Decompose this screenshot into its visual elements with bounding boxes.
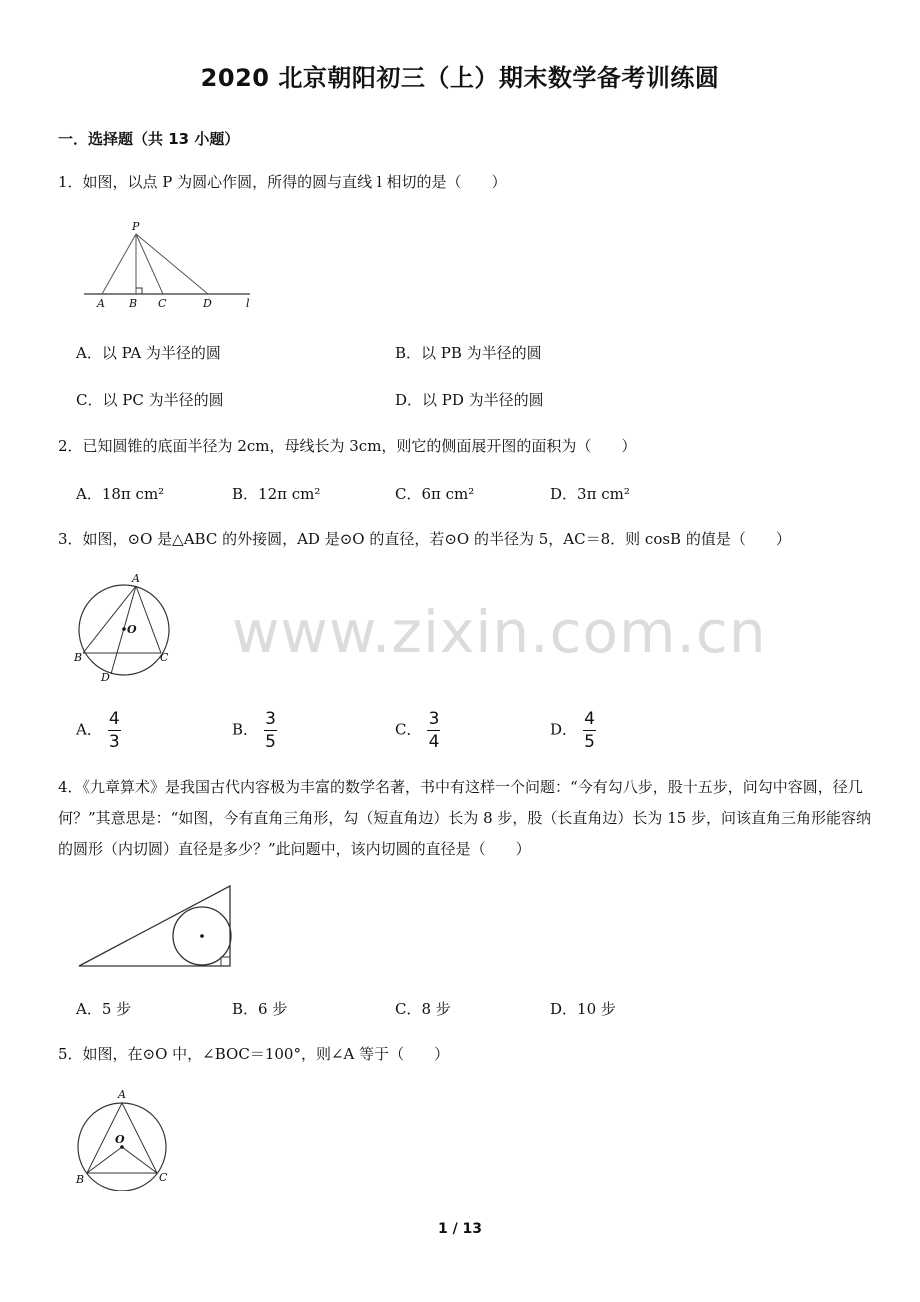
fraction	[583, 710, 596, 751]
label-l: l	[246, 297, 250, 310]
q4-option-c: C．8 步	[395, 1000, 451, 1018]
question-1-stem: 1．如图，以点 P 为圆心作圆，所得的圆与直线 l 相切的是（ ）	[58, 173, 507, 191]
label-p: P	[132, 220, 140, 233]
denominator: 5	[584, 732, 595, 752]
fraction	[264, 710, 277, 751]
numerator: 3	[265, 709, 276, 729]
q1-option-d: D．以 PD 为半径的圆	[395, 391, 544, 409]
q3-option-d	[550, 710, 596, 751]
right-triangle	[79, 886, 230, 966]
denominator: 4	[428, 732, 440, 752]
center-dot	[122, 627, 126, 631]
watermark-text: www.zixin.com.cn	[232, 598, 767, 666]
segment-pc	[136, 234, 163, 294]
numerator: 3	[428, 709, 440, 729]
option-letter: B．	[232, 720, 259, 739]
label-d: D	[203, 297, 212, 310]
q1-option-a: A．以 PA 为半径的圆	[76, 344, 221, 362]
denominator: 5	[265, 732, 276, 752]
fraction-bar	[108, 730, 121, 731]
question-1-figure	[80, 218, 260, 313]
option-letter: C．	[395, 720, 422, 739]
question-3-stem: 3．如图，⊙O 是△ABC 的外接圆，AD 是⊙O 的直径，若⊙O 的半径为 5，AC＝8．则 cosB 的值是（ ）	[58, 530, 791, 548]
label-c: C	[159, 1171, 168, 1184]
numerator: 4	[584, 709, 595, 729]
question-3-figure	[70, 570, 190, 685]
fraction	[427, 710, 440, 751]
incircle-center-dot	[200, 934, 204, 938]
fraction	[108, 710, 121, 751]
q2-option-d: D．3π cm²	[550, 485, 630, 503]
right-angle-mark	[136, 288, 142, 294]
right-angle-mark	[221, 957, 230, 966]
segment-pd	[136, 234, 208, 294]
segment-oc	[122, 1147, 157, 1173]
segment-ac	[136, 586, 161, 653]
label-c: C	[160, 651, 169, 664]
label-a: A	[132, 572, 140, 585]
q3-option-c	[395, 710, 440, 751]
label-a: A	[97, 297, 105, 310]
segment-ab	[83, 586, 136, 653]
option-letter: A．	[76, 720, 102, 739]
label-o: O	[127, 623, 137, 636]
fraction-bar	[583, 730, 596, 731]
q2-option-c: C．6π cm²	[395, 485, 475, 503]
q2-option-b: B．12π cm²	[232, 485, 321, 503]
numerator: 4	[108, 709, 120, 729]
label-a: A	[118, 1088, 126, 1101]
option-letter: D．	[550, 720, 578, 739]
question-4-stem: 4．《九章算术》是我国古代内容极为丰富的数学名著，书中有这样一个问题：“今有勾八步，股十五步，问勾中容圆，径几何？”其意思是：“如图，今有直角三角形，勾（短直角边）长为 8 步，股（长直角边）长为 15 步，问该直角三角形能容纳的圆形（内切圆）直径是多少？”此问题中，该内切圆的直径是（ ）	[58, 778, 872, 858]
q3-option-a	[76, 710, 121, 751]
segment-pa	[102, 234, 136, 294]
question-5-stem: 5．如图，在⊙O 中，∠BOC＝100°，则∠A 等于（ ）	[58, 1045, 450, 1063]
question-4-figure	[74, 882, 239, 972]
label-o: O	[115, 1133, 125, 1146]
segment-ac	[122, 1103, 157, 1173]
section-heading: 一．选择题（共 13 小题）	[58, 130, 240, 148]
question-5-figure	[70, 1086, 180, 1191]
q4-option-a: A．5 步	[76, 1000, 132, 1018]
q1-option-b: B．以 PB 为半径的圆	[395, 344, 542, 362]
label-c: C	[158, 297, 167, 310]
denominator: 3	[108, 732, 120, 752]
segment-ob	[87, 1147, 122, 1173]
q1-option-c: C．以 PC 为半径的圆	[76, 391, 224, 409]
fraction-bar	[264, 730, 277, 731]
q3-option-b	[232, 710, 277, 751]
q4-option-b: B．6 步	[232, 1000, 288, 1018]
document-title: 2020 北京朝阳初三（上）期末数学备考训练圆	[200, 64, 720, 92]
question-2-stem: 2．已知圆锥的底面半径为 2cm，母线长为 3cm，则它的侧面展开图的面积为（ ）	[58, 437, 637, 455]
label-d: D	[101, 671, 110, 684]
q4-option-d: D．10 步	[550, 1000, 616, 1018]
label-b: B	[129, 297, 138, 310]
label-b: B	[76, 1173, 85, 1186]
fraction-bar	[427, 730, 440, 731]
label-b: B	[74, 651, 83, 664]
page-number: 1 / 13	[437, 1221, 483, 1237]
q2-option-a: A．18π cm²	[76, 485, 165, 503]
